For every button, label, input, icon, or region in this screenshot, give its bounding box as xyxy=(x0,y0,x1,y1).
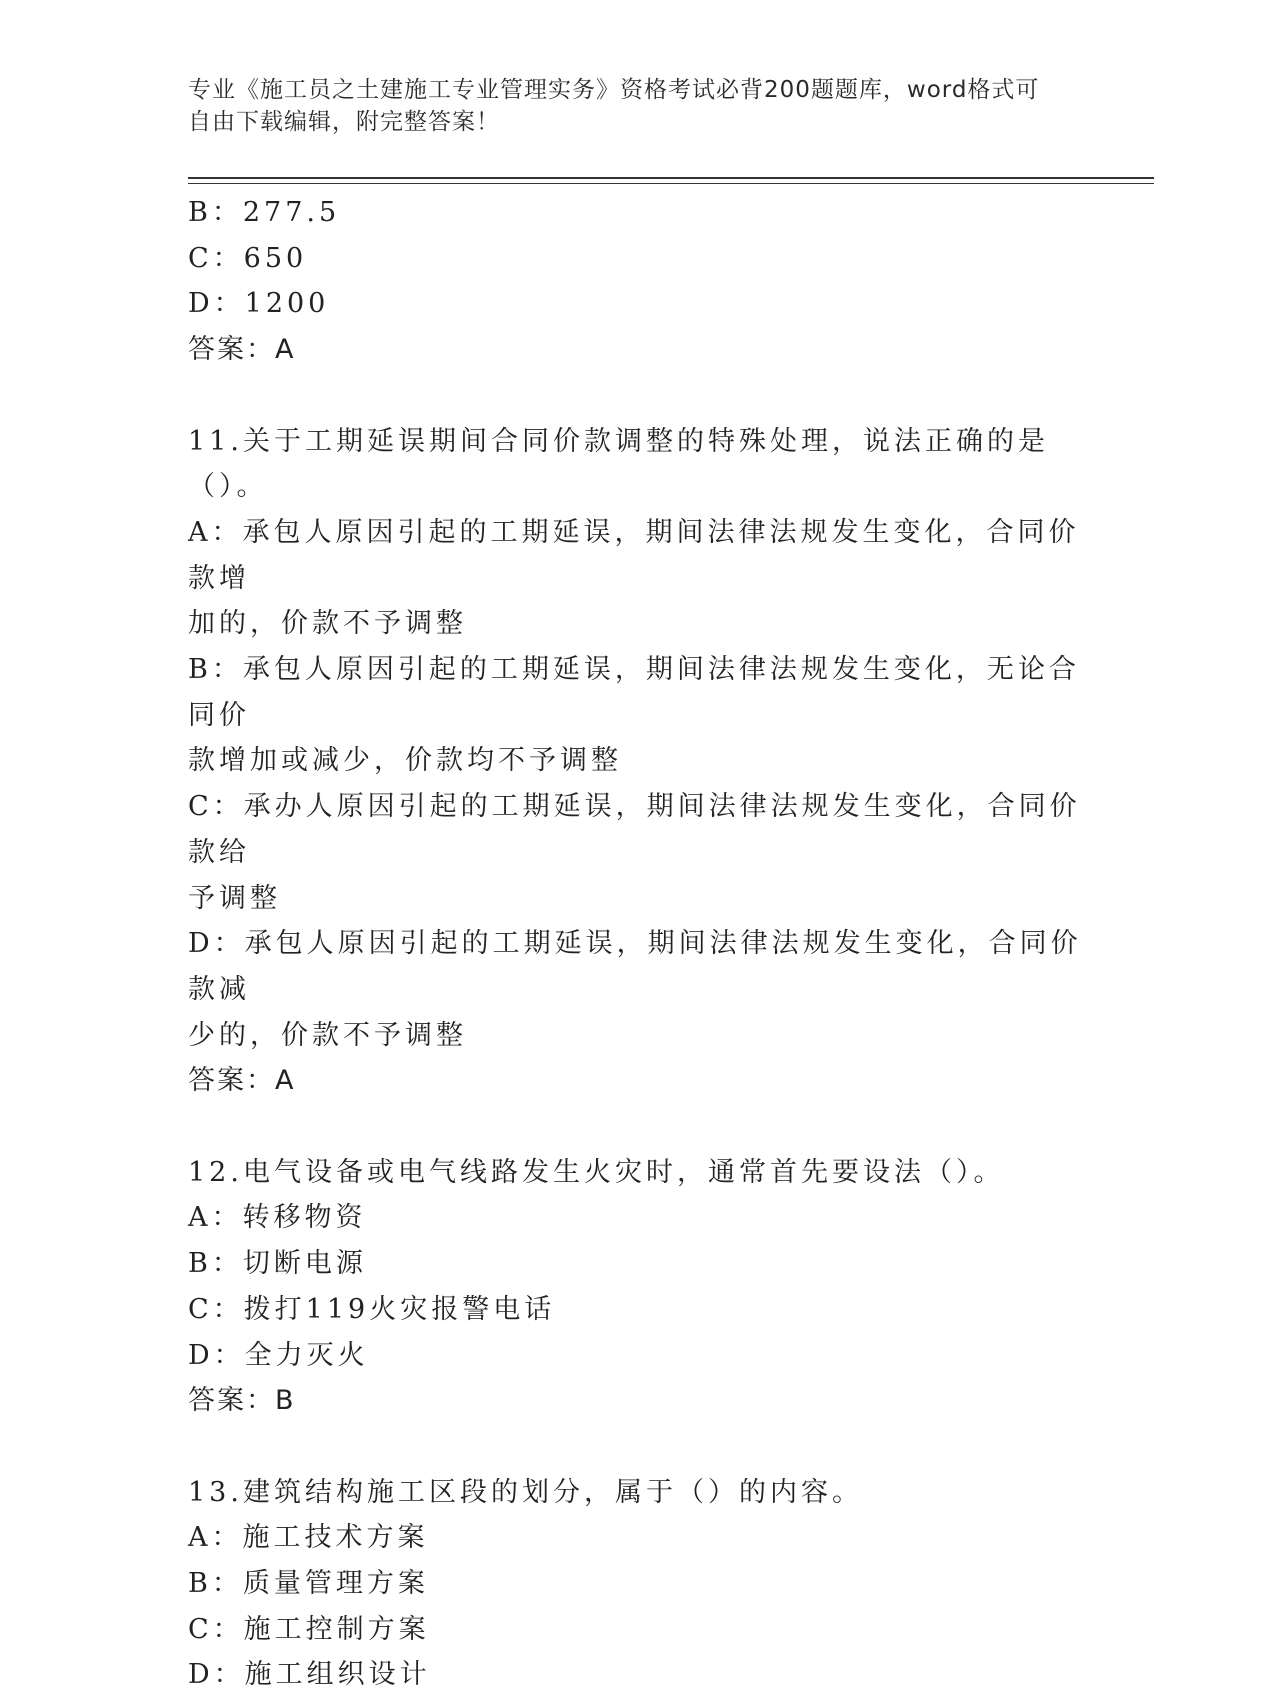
header-line-2: 自由下载编辑，附完整答案！ xyxy=(188,109,500,135)
previous-question-tail xyxy=(188,190,1088,373)
question-stem: 13.建筑结构施工区段的划分，属于（）的内容。 xyxy=(188,1476,863,1508)
spacer xyxy=(188,1104,1088,1150)
option-a-line-1: A：承包人原因引起的工期延误，期间法律法规发生变化，合同价款增 xyxy=(188,516,1080,594)
option-b-line-1: B：承包人原因引起的工期延误，期间法律法规发生变化，无论合同价 xyxy=(188,654,1080,731)
option-d-line-1: D：承包人原因引起的工期延误，期间法律法规发生变化，合同价款减 xyxy=(188,928,1082,1005)
header-divider-thick xyxy=(188,177,1154,179)
option-c: C：拨打119火灾报警电话 xyxy=(188,1293,556,1325)
question-12 xyxy=(188,1150,1088,1424)
answer-line: 答案：A xyxy=(188,1065,296,1097)
option-c: C：650 xyxy=(188,242,308,274)
option-c: C：施工控制方案 xyxy=(188,1613,430,1645)
question-11 xyxy=(188,419,1088,1105)
option-b-line-2: 款增加或减少，价款均不予调整 xyxy=(188,745,622,777)
question-content xyxy=(188,190,1088,1698)
option-b: B：切断电源 xyxy=(188,1248,367,1280)
header-divider-thin xyxy=(188,183,1154,184)
option-d: D：1200 xyxy=(188,288,330,320)
option-a: A：施工技术方案 xyxy=(188,1522,429,1554)
option-d-line-2: 少的，价款不予调整 xyxy=(188,1019,467,1051)
option-a-line-2: 加的，价款不予调整 xyxy=(188,608,467,640)
answer-line: 答案：A xyxy=(188,334,296,366)
option-d: D：全力灭火 xyxy=(188,1339,369,1371)
question-stem: 12.电气设备或电气线路发生火灾时，通常首先要设法（）。 xyxy=(188,1156,1005,1188)
spacer xyxy=(188,1424,1088,1470)
answer-line: 答案：B xyxy=(188,1385,296,1417)
option-b: B：质量管理方案 xyxy=(188,1568,429,1600)
spacer xyxy=(188,373,1088,419)
question-stem: 11.关于工期延误期间合同价款调整的特殊处理，说法正确的是（）。 xyxy=(188,425,1049,503)
option-c-line-2: 予调整 xyxy=(188,882,281,914)
option-c-line-1: C：承办人原因引起的工期延误，期间法律法规发生变化，合同价款给 xyxy=(188,791,1081,868)
option-b: B：277.5 xyxy=(188,197,341,228)
page-header xyxy=(188,74,1088,138)
option-d: D：施工组织设计 xyxy=(188,1659,431,1691)
question-13 xyxy=(188,1470,1088,1698)
header-line-1: 专业《施工员之土建施工专业管理实务》资格考试必背200题题库，word格式可 xyxy=(188,77,1040,103)
option-a: A：转移物资 xyxy=(188,1202,367,1234)
